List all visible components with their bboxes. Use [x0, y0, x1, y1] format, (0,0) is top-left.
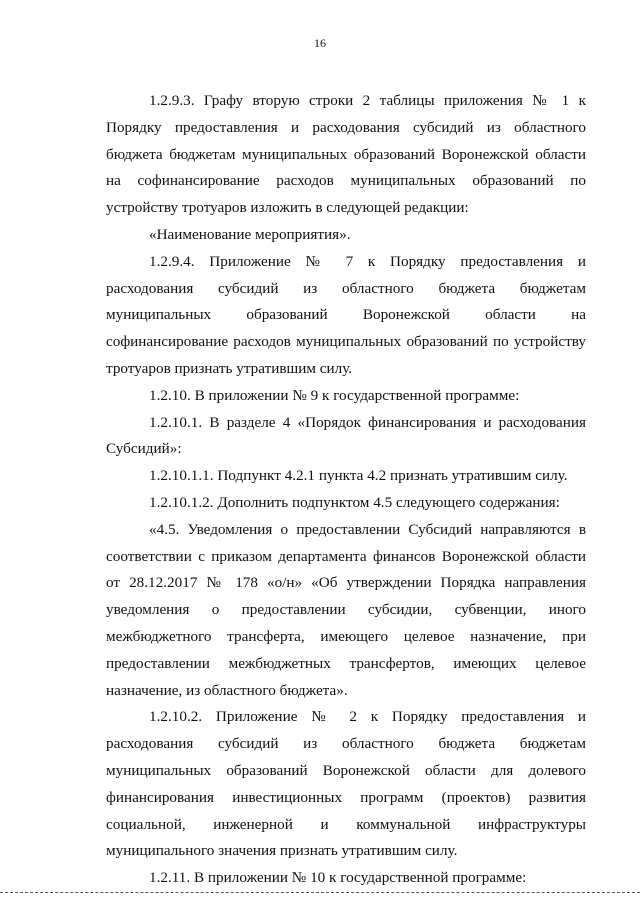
paragraph-1-2-10-1-1: 1.2.10.1.1. Подпункт 4.2.1 пункта 4.2 признать утратившим силу. — [149, 467, 568, 485]
paragraph-1-2-9-4: 1.2.9.4. Приложение № 7 к Порядку предоставления и расходования субсидий из областного бюджета бюджетам муниципальных образований Воронежской области на софинансирование расходов муниципальных образований по устройству тротуаров признать утратившим силу. — [106, 252, 586, 377]
paragraph-1-2-11: 1.2.11. В приложении № 10 к государственной программе: — [149, 869, 527, 887]
page-bottom-divider — [0, 892, 640, 893]
document-body — [106, 88, 586, 892]
paragraph-1-2-10-2: 1.2.10.2. Приложение № 2 к Порядку предоставления и расходования субсидий из областного бюджета бюджетам муниципальных образований Воронежской области для долевого финансирования инвестиционных программ (проектов) развития социальной, инженерной и коммунальной инфраструктуры муниципального значения признать утратившим силу. — [106, 708, 586, 860]
paragraph-1-2-10-1: 1.2.10.1. В разделе 4 «Порядок финансирования и расходования Субсидий»: — [106, 413, 586, 458]
paragraph-1-2-10-1-2: 1.2.10.1.2. Дополнить подпунктом 4.5 следующего содержания: — [149, 493, 560, 511]
page-number: 16 — [314, 36, 326, 50]
paragraph-quote-name: «Наименование мероприятия». — [149, 225, 351, 243]
paragraph-4-5: «4.5. Уведомления о предоставлении Субсидий направляются в соответствии с приказом департамента финансов Воронежской области от 28.12.2017 № 178 «о/н» «Об утверждении Порядка направления уведомления о предоставлении субсидии, субвенции, иного межбюджетного трансферта, имеющего целевое назначение, при предоставлении межбюджетных трансфертов, имеющих целевое назначение, из областного бюджета». — [106, 520, 586, 699]
paragraph-1-2-10: 1.2.10. В приложении № 9 к государственной программе: — [149, 386, 520, 404]
paragraph-1-2-9-3: 1.2.9.3. Графу вторую строки 2 таблицы приложения № 1 к Порядку предоставления и расходования субсидий из областного бюджета бюджетам муниципальных образований Воронежской области на софинансирование расходов муниципальных образований по устройству тротуаров изложить в следующей редакции: — [106, 92, 586, 217]
